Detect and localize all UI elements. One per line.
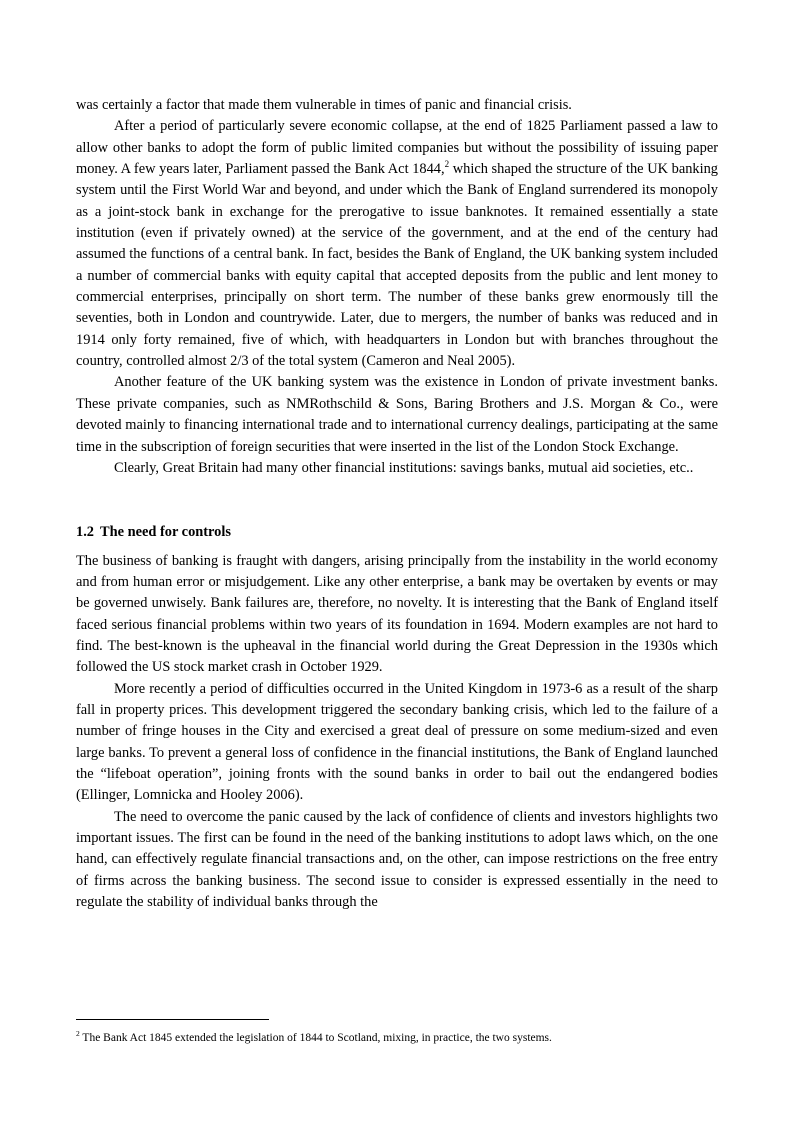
- paragraph-text: Clearly, Great Britain had many other financial institutions: savings banks, mutual aid societies, etc..: [114, 459, 694, 476]
- footnote-text: The Bank Act 1845 extended the legislation of 1844 to Scotland, mixing, in practice, the two systems.: [79, 1032, 552, 1044]
- paragraph-text: was certainly a factor that made them vulnerable in times of panic and financial crisis.: [76, 97, 572, 113]
- paragraph-continuation: [76, 95, 718, 116]
- paragraph-business-dangers: [76, 551, 718, 679]
- section-spacer: [76, 479, 718, 522]
- paragraph-text: The business of banking is fraught with dangers, arising principally from the instability in the world economy and from human error or misjudgement. Like any other enterprise, a bank may be overtaken by events or may be governed unwisely. Bank failures are, therefore, no novelty. It is interesting that the Bank of England itself faced serious financial problems within two years of its foundation in 1694. Modern examples are not hard to find. The best-known is the upheaval in the financial world during the Great Depression in the 1930s which followed the US stock market crash in October 1929.: [76, 552, 718, 676]
- paragraph-text: More recently a period of difficulties occurred in the United Kingdom in 1973-6 as a result of the sharp fall in property prices. This development triggered the secondary banking crisis, which led to the failure of a number of fringe houses in the City and exercised a great deal of pressure on some medium-sized and even large banks. To prevent a general loss of confidence in the financial institutions, the Bank of England launched the “lifeboat operation”, joining fronts with the sound banks in order to bail out the endangered bodies (Ellinger, Lomnicka and Hooley 2006).: [76, 680, 718, 804]
- paragraph-text: which shaped the structure of the UK banking system until the First World War and beyond, and under which the Bank of England surrendered its monopoly as a joint-stock bank in exchange for the prerogative to issue banknotes. It remained essentially a state institution (even if privately owned) at the service of the government, and at the end of the century had assumed the functions of a central bank. In fact, besides the Bank of England, the UK banking system included a number of commercial banks with equity capital that accepted deposits from the public and lent money to commercial enterprises, principally on short term. The number of these banks grew enormously till the seventies, both in London and countrywide. Later, due to mergers, the number of banks was reduced and in 1914 only forty remained, five of which, with headquarters in London but with branches throughout the country, controlled almost 2/3 of the total system (Cameron and Neal 2005).: [76, 161, 718, 370]
- paragraph-other-institutions: [76, 458, 718, 479]
- footnote-marker: 2: [76, 1029, 80, 1039]
- paragraph-text: The need to overcome the panic caused by the lack of confidence of clients and investors highlights two important issues. The first can be found in the need of the banking institutions to adopt laws which, on the one hand, can effectively regulate financial transactions and, on the other, can impose restrictions on the free entry of firms across the banking business. The second issue to consider is expressed essentially in the need to regulate the stability of individual banks through the: [76, 808, 718, 911]
- section-heading: [76, 522, 718, 543]
- paragraph-text: Another feature of the UK banking system was the existence in London of private investment banks. These private companies, such as NMRothschild & Sons, Baring Brothers and J.S. Morgan & Co., were devoted mainly to financing international trade and to international currency dealings, participating at the same time in the subscription of foreign securities that were inserted in the list of the London Stock Exchange.: [76, 374, 718, 455]
- footnote-reference[interactable]: 2: [444, 159, 450, 170]
- footnote: [76, 1030, 718, 1046]
- page-body: [76, 95, 718, 913]
- paragraph-two-issues: [76, 807, 718, 914]
- section-title: The need for controls: [100, 524, 231, 541]
- footnote-divider: [76, 1019, 269, 1020]
- paragraph-secondary-crisis: [76, 679, 718, 807]
- paragraph-text: After a period of particularly severe economic collapse, at the end of 1825 Parliament passed a law to allow other banks to adopt the form of public limited companies but without the possibility of issuing paper money. A few years later, Parliament passed the Bank Act 1844,: [76, 118, 718, 178]
- paragraph-investment-banks: [76, 372, 718, 457]
- paragraph-bank-act: [76, 116, 718, 372]
- section-number: 1.2: [76, 524, 94, 541]
